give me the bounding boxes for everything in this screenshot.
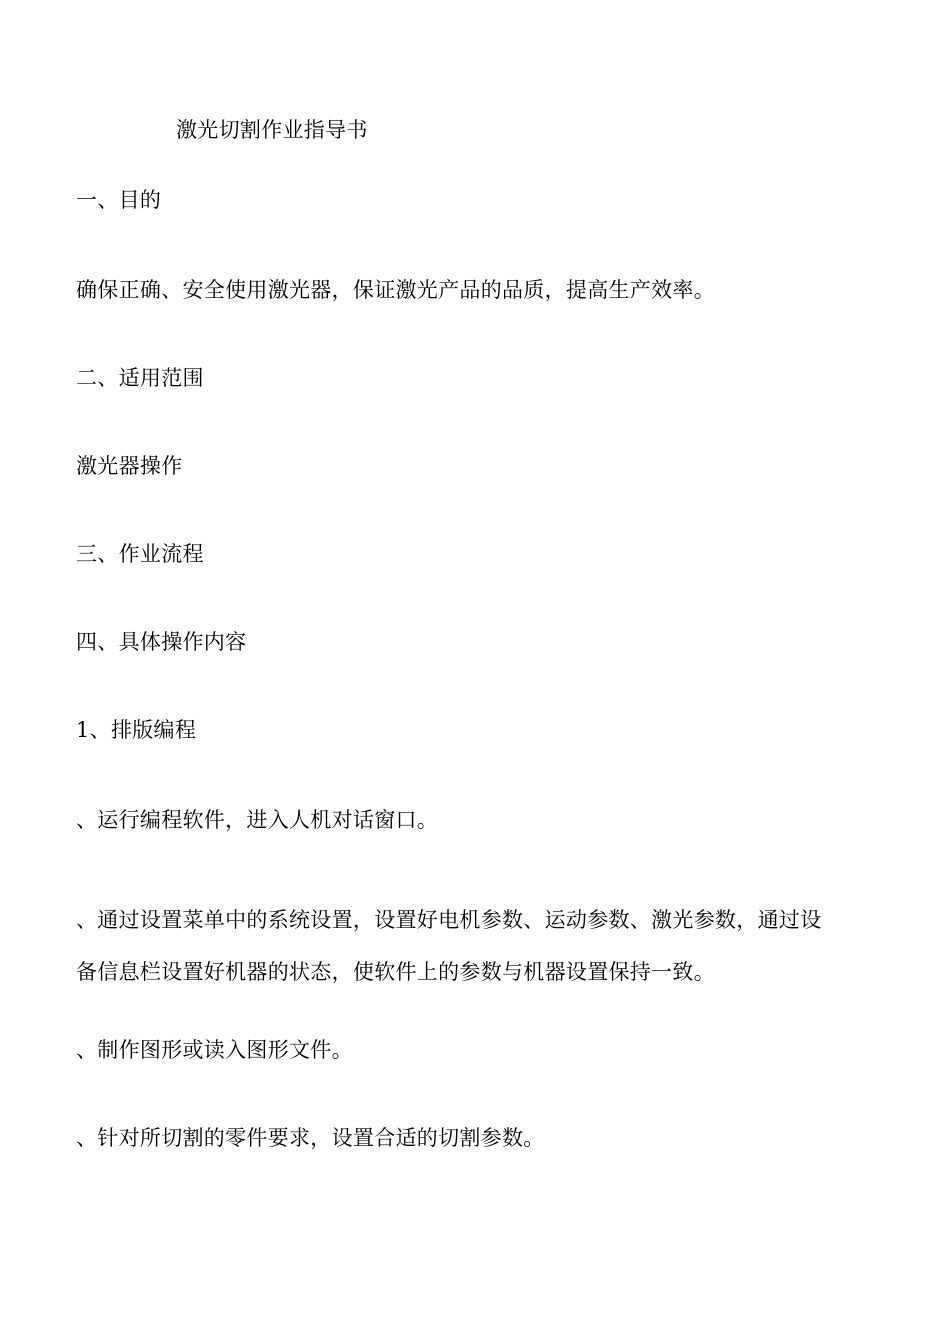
step-item-make-graphics: 、制作图形或读入图形文件。 <box>76 1038 353 1062</box>
section-heading-operations: 四、具体操作内容 <box>76 630 247 654</box>
step-heading-layout-programming: 1、排版编程 <box>76 718 197 742</box>
section-body-purpose: 确保正确、安全使用激光器，保证激光产品的品质，提高生产效率。 <box>76 278 715 302</box>
step-item-system-settings-line1: 、通过设置菜单中的系统设置，设置好电机参数、运动参数、激光参数，通过设 <box>76 908 822 932</box>
section-heading-workflow: 三、作业流程 <box>76 542 204 566</box>
section-heading-scope: 二、适用范围 <box>76 366 204 390</box>
section-heading-purpose: 一、目的 <box>76 188 162 212</box>
step-item-cutting-parameters: 、针对所切割的零件要求，设置合适的切割参数。 <box>76 1126 545 1150</box>
section-body-scope: 激光器操作 <box>76 454 183 478</box>
step-item-run-software: 、运行编程软件，进入人机对话窗口。 <box>76 808 439 832</box>
step-item-system-settings-line2: 备信息栏设置好机器的状态，使软件上的参数与机器设置保持一致。 <box>76 960 715 984</box>
document-title: 激光切割作业指导书 <box>176 118 368 142</box>
